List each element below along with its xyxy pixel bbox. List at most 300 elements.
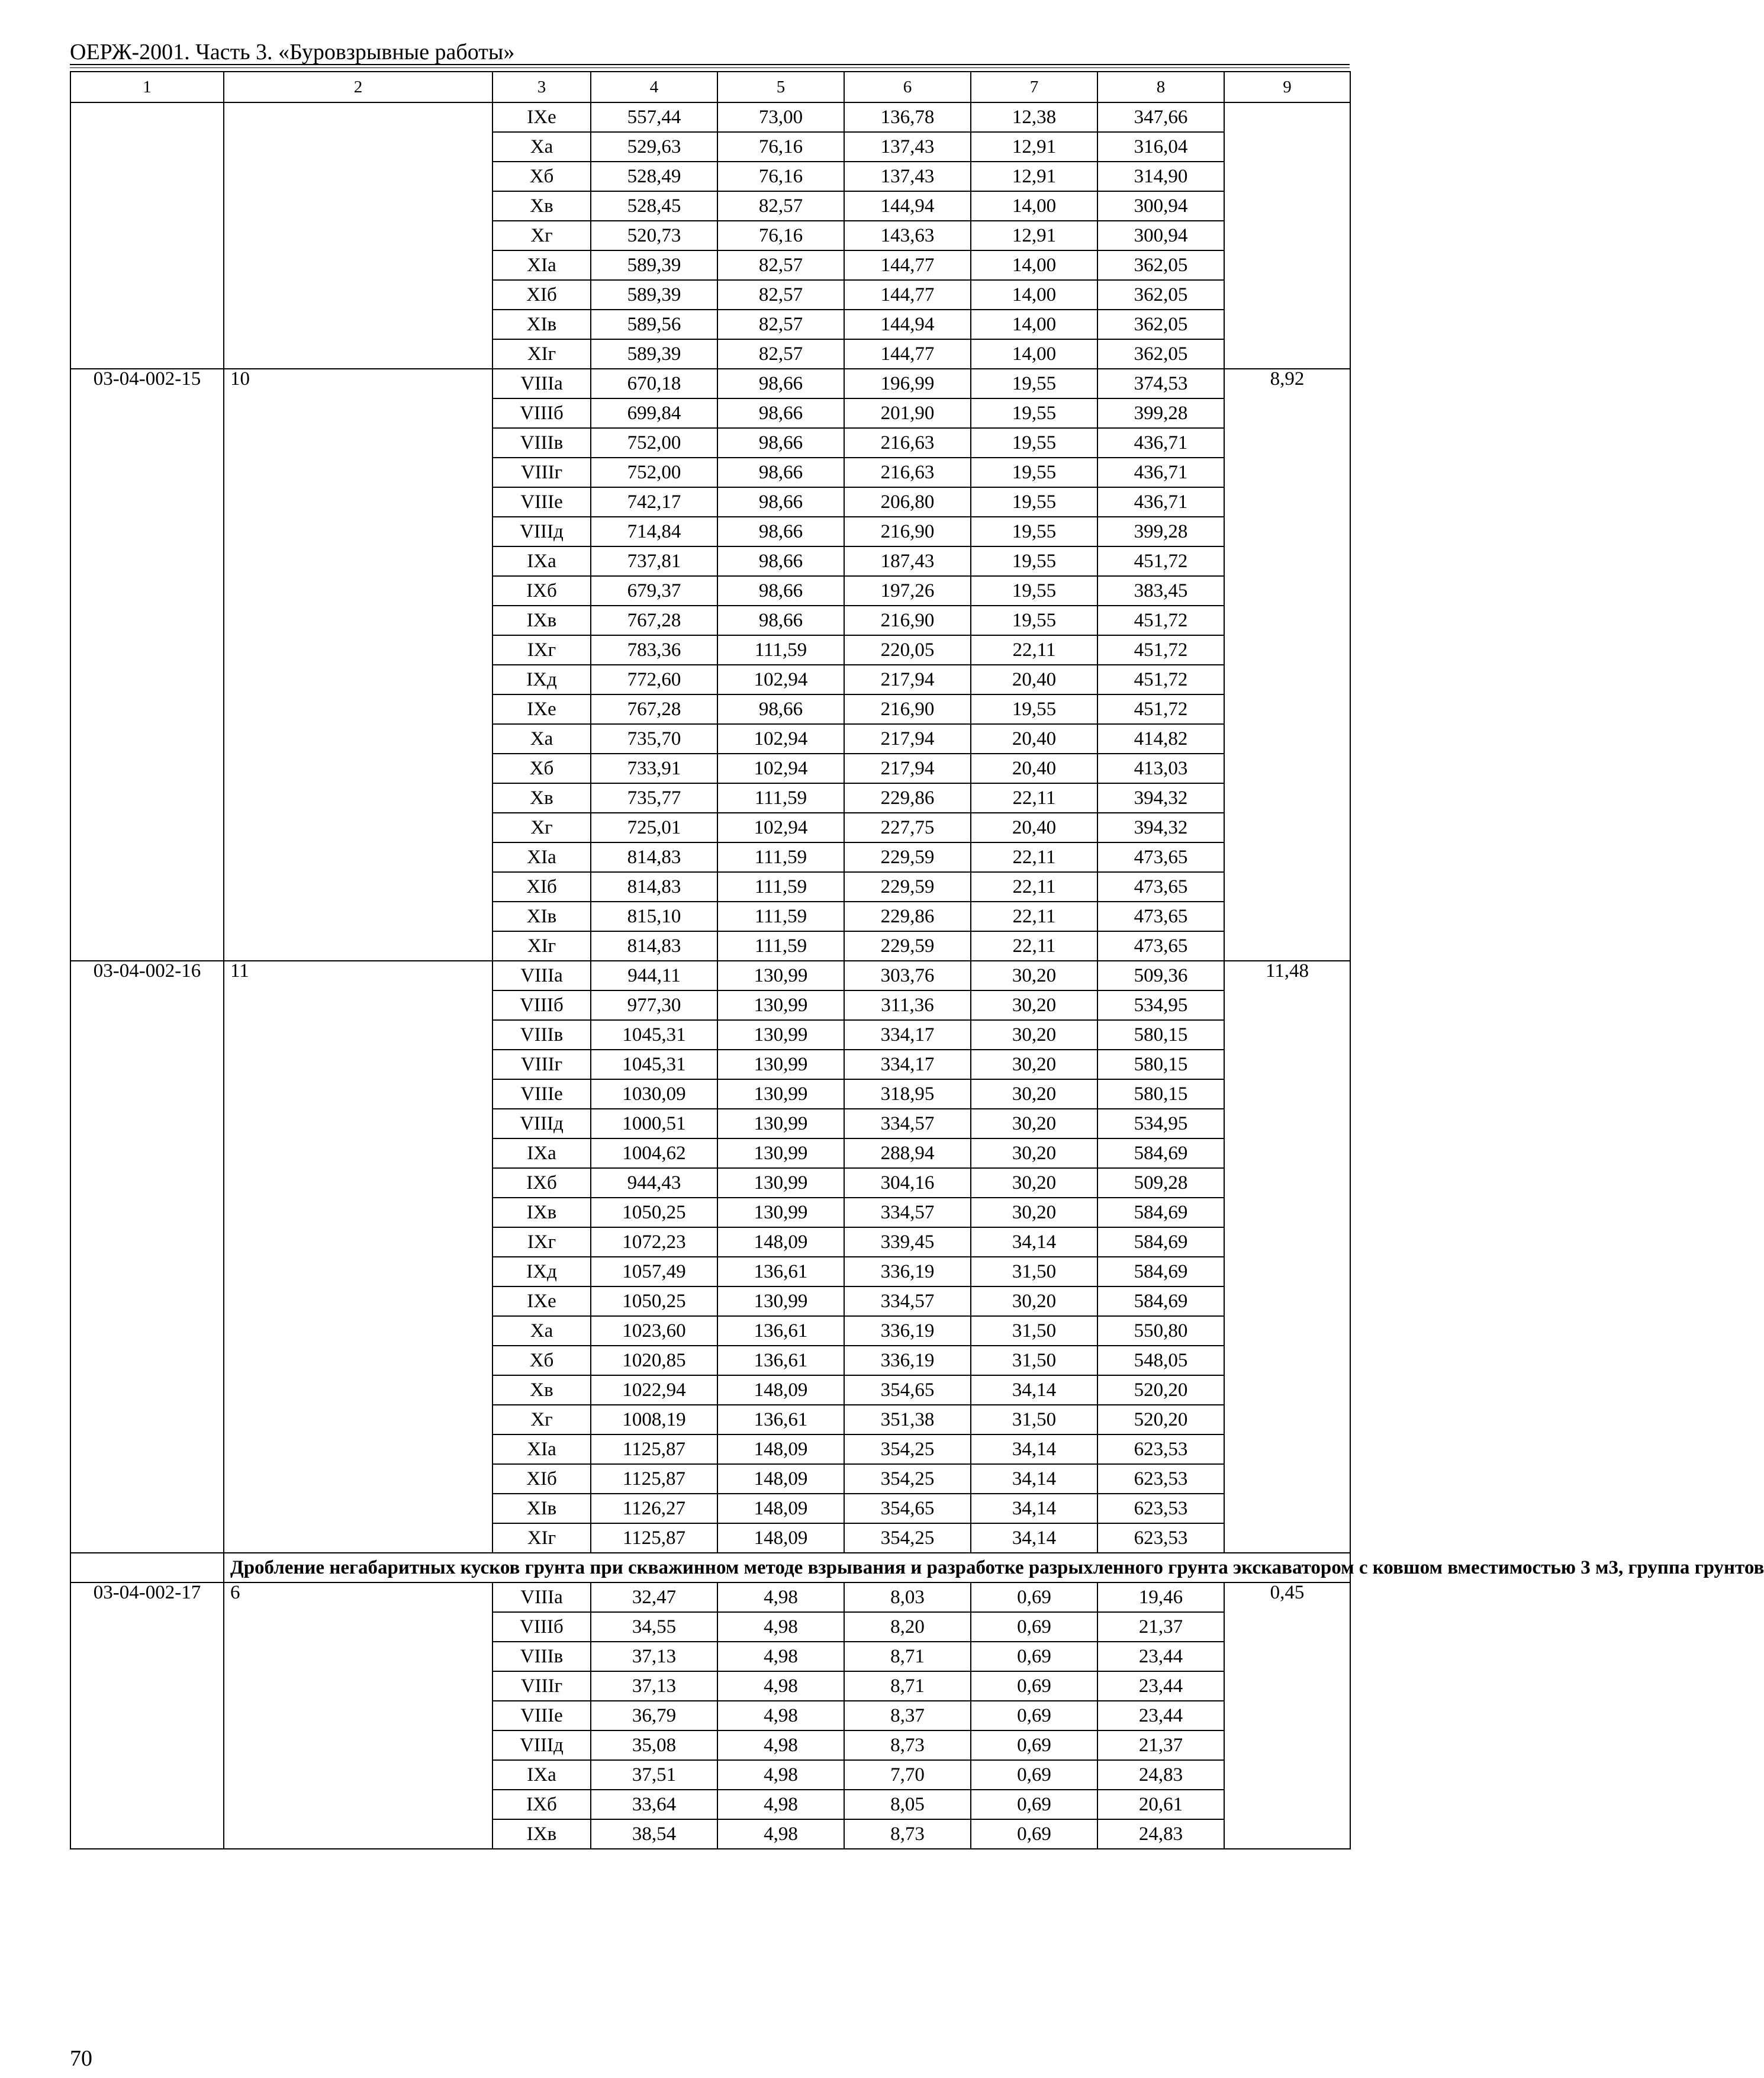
soil-group: Xа [492, 724, 591, 754]
soil-group: IXб [492, 1168, 591, 1198]
wages: 98,66 [717, 517, 844, 546]
wages: 98,66 [717, 546, 844, 576]
machine-operation: 303,76 [844, 961, 971, 990]
machinist-wages: 19,55 [971, 546, 1097, 576]
total-cost: 589,39 [591, 280, 717, 310]
machine-operation: 8,73 [844, 1819, 971, 1849]
rate-parameter: 10 [224, 369, 492, 961]
wages: 102,94 [717, 754, 844, 783]
total-cost: 1125,87 [591, 1434, 717, 1464]
total-cost: 814,83 [591, 931, 717, 961]
soil-group: VIIIе [492, 1079, 591, 1109]
machinist-wages: 31,50 [971, 1346, 1097, 1375]
soil-group: XIб [492, 1464, 591, 1494]
document-title: ОЕРЖ-2001. Часть 3. «Буровзрывные работы» [70, 40, 515, 65]
materials: 21,37 [1097, 1612, 1224, 1642]
materials: 584,69 [1097, 1198, 1224, 1227]
machinist-wages: 14,00 [971, 280, 1097, 310]
wages: 98,66 [717, 606, 844, 635]
machine-operation: 216,90 [844, 694, 971, 724]
wages: 76,16 [717, 132, 844, 162]
soil-group: IXв [492, 1198, 591, 1227]
total-cost: 37,13 [591, 1671, 717, 1701]
total-cost: 1050,25 [591, 1286, 717, 1316]
total-cost: 528,45 [591, 191, 717, 221]
header-rule-thin [70, 67, 1350, 68]
wages: 130,99 [717, 1079, 844, 1109]
machine-operation: 354,65 [844, 1494, 971, 1523]
total-cost: 1125,87 [591, 1523, 717, 1553]
total-cost: 520,73 [591, 221, 717, 250]
machinist-wages: 14,00 [971, 339, 1097, 369]
soil-group: VIIIб [492, 398, 591, 428]
total-cost: 944,11 [591, 961, 717, 990]
wages: 111,59 [717, 635, 844, 665]
wages: 4,98 [717, 1612, 844, 1642]
machine-operation: 8,20 [844, 1612, 971, 1642]
machinist-wages: 30,20 [971, 990, 1097, 1020]
machine-operation: 318,95 [844, 1079, 971, 1109]
materials: 300,94 [1097, 191, 1224, 221]
total-cost: 735,70 [591, 724, 717, 754]
section-heading-row [70, 1553, 1350, 1582]
wages: 130,99 [717, 1168, 844, 1198]
total-cost: 670,18 [591, 369, 717, 398]
machine-operation: 229,59 [844, 872, 971, 902]
materials: 534,95 [1097, 1109, 1224, 1138]
total-cost: 814,83 [591, 872, 717, 902]
machine-operation: 137,43 [844, 162, 971, 191]
total-cost: 737,81 [591, 546, 717, 576]
materials: 24,83 [1097, 1819, 1224, 1849]
total-cost: 714,84 [591, 517, 717, 546]
machine-operation: 8,73 [844, 1730, 971, 1760]
soil-group: XIв [492, 310, 591, 339]
machine-operation: 229,86 [844, 783, 971, 813]
machinist-wages: 30,20 [971, 1168, 1097, 1198]
wages: 148,09 [717, 1375, 844, 1405]
machinist-wages: 0,69 [971, 1582, 1097, 1612]
materials: 362,05 [1097, 280, 1224, 310]
machine-operation: 8,71 [844, 1642, 971, 1671]
machine-operation: 197,26 [844, 576, 971, 606]
soil-group: IXб [492, 1790, 591, 1819]
wages: 136,61 [717, 1405, 844, 1434]
machine-operation: 144,94 [844, 310, 971, 339]
machine-operation: 8,37 [844, 1701, 971, 1730]
materials: 314,90 [1097, 162, 1224, 191]
materials: 623,53 [1097, 1464, 1224, 1494]
soil-group: Xв [492, 783, 591, 813]
machine-operation: 354,25 [844, 1464, 971, 1494]
total-cost: 35,08 [591, 1730, 717, 1760]
column-number: 6 [844, 72, 971, 102]
materials: 473,65 [1097, 931, 1224, 961]
total-cost: 1030,09 [591, 1079, 717, 1109]
wages: 98,66 [717, 487, 844, 517]
materials: 23,44 [1097, 1701, 1224, 1730]
soil-group: XIб [492, 280, 591, 310]
soil-group: XIг [492, 1523, 591, 1553]
soil-group: VIIIд [492, 1730, 591, 1760]
machine-operation: 216,63 [844, 428, 971, 458]
table-row [70, 961, 1350, 990]
materials: 374,53 [1097, 369, 1224, 398]
machinist-wages: 14,00 [971, 191, 1097, 221]
soil-group: Xб [492, 754, 591, 783]
machine-operation: 216,90 [844, 606, 971, 635]
materials: 534,95 [1097, 990, 1224, 1020]
wages: 130,99 [717, 990, 844, 1020]
section-heading-spacer [70, 1553, 224, 1582]
wages: 98,66 [717, 398, 844, 428]
machinist-wages: 22,11 [971, 842, 1097, 872]
machinist-wages: 34,14 [971, 1464, 1097, 1494]
total-cost: 589,56 [591, 310, 717, 339]
machinist-wages: 0,69 [971, 1819, 1097, 1849]
machine-operation: 144,77 [844, 339, 971, 369]
wages: 98,66 [717, 428, 844, 458]
materials: 451,72 [1097, 606, 1224, 635]
materials: 451,72 [1097, 694, 1224, 724]
table-body [70, 72, 1764, 1849]
materials: 394,32 [1097, 783, 1224, 813]
rate-code: 03-04-002-15 [70, 369, 224, 961]
soil-group: VIIIа [492, 1582, 591, 1612]
machinist-wages: 30,20 [971, 961, 1097, 990]
total-cost: 725,01 [591, 813, 717, 842]
wages: 4,98 [717, 1671, 844, 1701]
machine-operation: 336,19 [844, 1346, 971, 1375]
total-cost: 1008,19 [591, 1405, 717, 1434]
soil-group: VIIIб [492, 1612, 591, 1642]
materials: 584,69 [1097, 1257, 1224, 1286]
machinist-wages: 20,40 [971, 665, 1097, 694]
wages: 102,94 [717, 724, 844, 754]
wages: 4,98 [717, 1819, 844, 1849]
total-cost: 589,39 [591, 250, 717, 280]
soil-group: XIв [492, 902, 591, 931]
wages: 130,99 [717, 1286, 844, 1316]
total-cost: 783,36 [591, 635, 717, 665]
machinist-wages: 34,14 [971, 1523, 1097, 1553]
soil-group: VIIIг [492, 1050, 591, 1079]
machinist-wages: 12,91 [971, 221, 1097, 250]
total-cost: 735,77 [591, 783, 717, 813]
machine-operation: 229,86 [844, 902, 971, 931]
rate-code: 03-04-002-17 [70, 1582, 224, 1849]
column-number: 1 [70, 72, 224, 102]
machine-operation: 220,05 [844, 635, 971, 665]
machinist-wages: 0,69 [971, 1790, 1097, 1819]
rates-table [70, 71, 1764, 1849]
soil-group: VIIIе [492, 487, 591, 517]
wages: 82,57 [717, 339, 844, 369]
machinist-wages: 0,69 [971, 1642, 1097, 1671]
materials: 473,65 [1097, 902, 1224, 931]
wages: 4,98 [717, 1790, 844, 1819]
wages: 136,61 [717, 1257, 844, 1286]
wages: 111,59 [717, 931, 844, 961]
page-number: 70 [70, 2046, 92, 2071]
machinist-wages: 34,14 [971, 1434, 1097, 1464]
machinist-wages: 19,55 [971, 517, 1097, 546]
header-rule [70, 64, 1350, 65]
machinist-wages: 30,20 [971, 1079, 1097, 1109]
soil-group: VIIIд [492, 1109, 591, 1138]
wages: 130,99 [717, 961, 844, 990]
soil-group: Xв [492, 1375, 591, 1405]
machine-operation: 7,70 [844, 1760, 971, 1790]
wages: 4,98 [717, 1582, 844, 1612]
machine-operation: 216,90 [844, 517, 971, 546]
soil-group: IXе [492, 102, 591, 132]
machine-operation: 144,77 [844, 250, 971, 280]
materials: 584,69 [1097, 1138, 1224, 1168]
wages: 148,09 [717, 1434, 844, 1464]
machinist-wages: 34,14 [971, 1375, 1097, 1405]
machine-operation: 336,19 [844, 1257, 971, 1286]
materials: 584,69 [1097, 1286, 1224, 1316]
machine-operation: 201,90 [844, 398, 971, 428]
total-cost: 33,64 [591, 1790, 717, 1819]
total-cost: 529,63 [591, 132, 717, 162]
column-number-row [70, 72, 1350, 102]
materials: 21,37 [1097, 1730, 1224, 1760]
column-number: 4 [591, 72, 717, 102]
machine-operation: 354,65 [844, 1375, 971, 1405]
materials: 23,44 [1097, 1671, 1224, 1701]
materials: 362,05 [1097, 310, 1224, 339]
materials: 509,28 [1097, 1168, 1224, 1198]
wages: 82,57 [717, 191, 844, 221]
total-cost: 752,00 [591, 458, 717, 487]
column-number: 8 [1097, 72, 1224, 102]
total-cost: 1023,60 [591, 1316, 717, 1346]
machinist-wages: 30,20 [971, 1020, 1097, 1050]
soil-group: VIIIв [492, 1020, 591, 1050]
soil-group: XIг [492, 339, 591, 369]
materials: 509,36 [1097, 961, 1224, 990]
materials: 362,05 [1097, 339, 1224, 369]
page-header [70, 36, 1350, 65]
materials: 394,32 [1097, 813, 1224, 842]
wages: 4,98 [717, 1760, 844, 1790]
machinist-wages: 19,55 [971, 458, 1097, 487]
soil-group: Xв [492, 191, 591, 221]
soil-group: VIIIе [492, 1701, 591, 1730]
machinist-wages: 19,55 [971, 576, 1097, 606]
total-cost: 733,91 [591, 754, 717, 783]
machine-operation: 334,17 [844, 1020, 971, 1050]
soil-group: XIа [492, 842, 591, 872]
soil-group: IXг [492, 1227, 591, 1257]
soil-group: IXб [492, 576, 591, 606]
materials: 451,72 [1097, 635, 1224, 665]
total-cost: 752,00 [591, 428, 717, 458]
machine-operation: 196,99 [844, 369, 971, 398]
wages: 4,98 [717, 1642, 844, 1671]
machine-operation: 354,25 [844, 1523, 971, 1553]
machinist-wages: 20,40 [971, 813, 1097, 842]
total-cost: 1057,49 [591, 1257, 717, 1286]
machine-operation: 144,77 [844, 280, 971, 310]
machinist-wages: 30,20 [971, 1109, 1097, 1138]
total-cost: 742,17 [591, 487, 717, 517]
total-cost: 1022,94 [591, 1375, 717, 1405]
machinist-wages: 30,20 [971, 1286, 1097, 1316]
soil-group: XIг [492, 931, 591, 961]
wages: 102,94 [717, 665, 844, 694]
wages: 98,66 [717, 369, 844, 398]
machine-operation: 8,71 [844, 1671, 971, 1701]
materials: 451,72 [1097, 665, 1224, 694]
total-cost: 977,30 [591, 990, 717, 1020]
total-cost: 1000,51 [591, 1109, 717, 1138]
column-number: 5 [717, 72, 844, 102]
total-cost: 699,84 [591, 398, 717, 428]
materials: 399,28 [1097, 517, 1224, 546]
table-row [70, 1582, 1350, 1612]
soil-group: IXв [492, 1819, 591, 1849]
total-cost: 1125,87 [591, 1464, 717, 1494]
machine-operation: 216,63 [844, 458, 971, 487]
soil-group: IXв [492, 606, 591, 635]
wages: 136,61 [717, 1316, 844, 1346]
total-cost: 1045,31 [591, 1050, 717, 1079]
machine-operation: 288,94 [844, 1138, 971, 1168]
machinist-wages: 22,11 [971, 902, 1097, 931]
machinist-wages: 14,00 [971, 250, 1097, 280]
machine-operation: 354,25 [844, 1434, 971, 1464]
machinist-wages: 0,69 [971, 1730, 1097, 1760]
wages: 136,61 [717, 1346, 844, 1375]
rate-parameter: 11 [224, 961, 492, 1553]
materials: 550,80 [1097, 1316, 1224, 1346]
labor-cost: 0,45 [1224, 1582, 1350, 1849]
machinist-wages: 22,11 [971, 931, 1097, 961]
soil-group: IXа [492, 1760, 591, 1790]
machinist-wages: 19,55 [971, 694, 1097, 724]
column-number: 9 [1224, 72, 1350, 102]
wages: 98,66 [717, 458, 844, 487]
machinist-wages: 20,40 [971, 724, 1097, 754]
wages: 98,66 [717, 576, 844, 606]
rate-parameter: 6 [224, 1582, 492, 1849]
machine-operation: 304,16 [844, 1168, 971, 1198]
machinist-wages: 12,91 [971, 162, 1097, 191]
total-cost: 1050,25 [591, 1198, 717, 1227]
total-cost: 1020,85 [591, 1346, 717, 1375]
soil-group: XIа [492, 1434, 591, 1464]
total-cost: 557,44 [591, 102, 717, 132]
rate-code: 03-04-002-16 [70, 961, 224, 1553]
materials: 584,69 [1097, 1227, 1224, 1257]
soil-group: VIIIа [492, 369, 591, 398]
materials: 399,28 [1097, 398, 1224, 428]
materials: 436,71 [1097, 428, 1224, 458]
materials: 580,15 [1097, 1020, 1224, 1050]
materials: 623,53 [1097, 1434, 1224, 1464]
materials: 580,15 [1097, 1050, 1224, 1079]
soil-group: Xа [492, 1316, 591, 1346]
machine-operation: 334,57 [844, 1286, 971, 1316]
machinist-wages: 30,20 [971, 1050, 1097, 1079]
total-cost: 815,10 [591, 902, 717, 931]
machine-operation: 334,17 [844, 1050, 971, 1079]
soil-group: VIIIб [492, 990, 591, 1020]
wages: 82,57 [717, 280, 844, 310]
machinist-wages: 30,20 [971, 1198, 1097, 1227]
machine-operation: 187,43 [844, 546, 971, 576]
machinist-wages: 0,69 [971, 1671, 1097, 1701]
machine-operation: 8,05 [844, 1790, 971, 1819]
wages: 102,94 [717, 813, 844, 842]
total-cost: 38,54 [591, 1819, 717, 1849]
materials: 548,05 [1097, 1346, 1224, 1375]
soil-group: IXа [492, 1138, 591, 1168]
machinist-wages: 31,50 [971, 1405, 1097, 1434]
soil-group: XIв [492, 1494, 591, 1523]
machinist-wages: 19,55 [971, 398, 1097, 428]
total-cost: 814,83 [591, 842, 717, 872]
machinist-wages: 0,69 [971, 1760, 1097, 1790]
machine-operation: 339,45 [844, 1227, 971, 1257]
machinist-wages: 0,69 [971, 1701, 1097, 1730]
total-cost: 767,28 [591, 606, 717, 635]
machine-operation: 144,94 [844, 191, 971, 221]
total-cost: 1072,23 [591, 1227, 717, 1257]
soil-group: IXд [492, 1257, 591, 1286]
machinist-wages: 34,14 [971, 1227, 1097, 1257]
soil-group: IXд [492, 665, 591, 694]
materials: 473,65 [1097, 872, 1224, 902]
machinist-wages: 12,91 [971, 132, 1097, 162]
materials: 316,04 [1097, 132, 1224, 162]
soil-group: VIIIв [492, 1642, 591, 1671]
soil-group: Xа [492, 132, 591, 162]
wages: 130,99 [717, 1198, 844, 1227]
materials: 580,15 [1097, 1079, 1224, 1109]
materials: 362,05 [1097, 250, 1224, 280]
total-cost: 589,39 [591, 339, 717, 369]
wages: 148,09 [717, 1464, 844, 1494]
machine-operation: 137,43 [844, 132, 971, 162]
machine-operation: 311,36 [844, 990, 971, 1020]
machine-operation: 229,59 [844, 842, 971, 872]
machine-operation: 334,57 [844, 1198, 971, 1227]
machine-operation: 8,03 [844, 1582, 971, 1612]
materials: 347,66 [1097, 102, 1224, 132]
total-cost: 34,55 [591, 1612, 717, 1642]
materials: 19,46 [1097, 1582, 1224, 1612]
total-cost: 772,60 [591, 665, 717, 694]
machinist-wages: 19,55 [971, 606, 1097, 635]
materials: 436,71 [1097, 458, 1224, 487]
materials: 436,71 [1097, 487, 1224, 517]
soil-group: IXе [492, 1286, 591, 1316]
materials: 413,03 [1097, 754, 1224, 783]
soil-group: XIа [492, 250, 591, 280]
total-cost: 944,43 [591, 1168, 717, 1198]
machine-operation: 336,19 [844, 1316, 971, 1346]
wages: 82,57 [717, 310, 844, 339]
total-cost: 37,13 [591, 1642, 717, 1671]
machinist-wages: 34,14 [971, 1494, 1097, 1523]
soil-group: XIб [492, 872, 591, 902]
total-cost: 37,51 [591, 1760, 717, 1790]
wages: 4,98 [717, 1701, 844, 1730]
